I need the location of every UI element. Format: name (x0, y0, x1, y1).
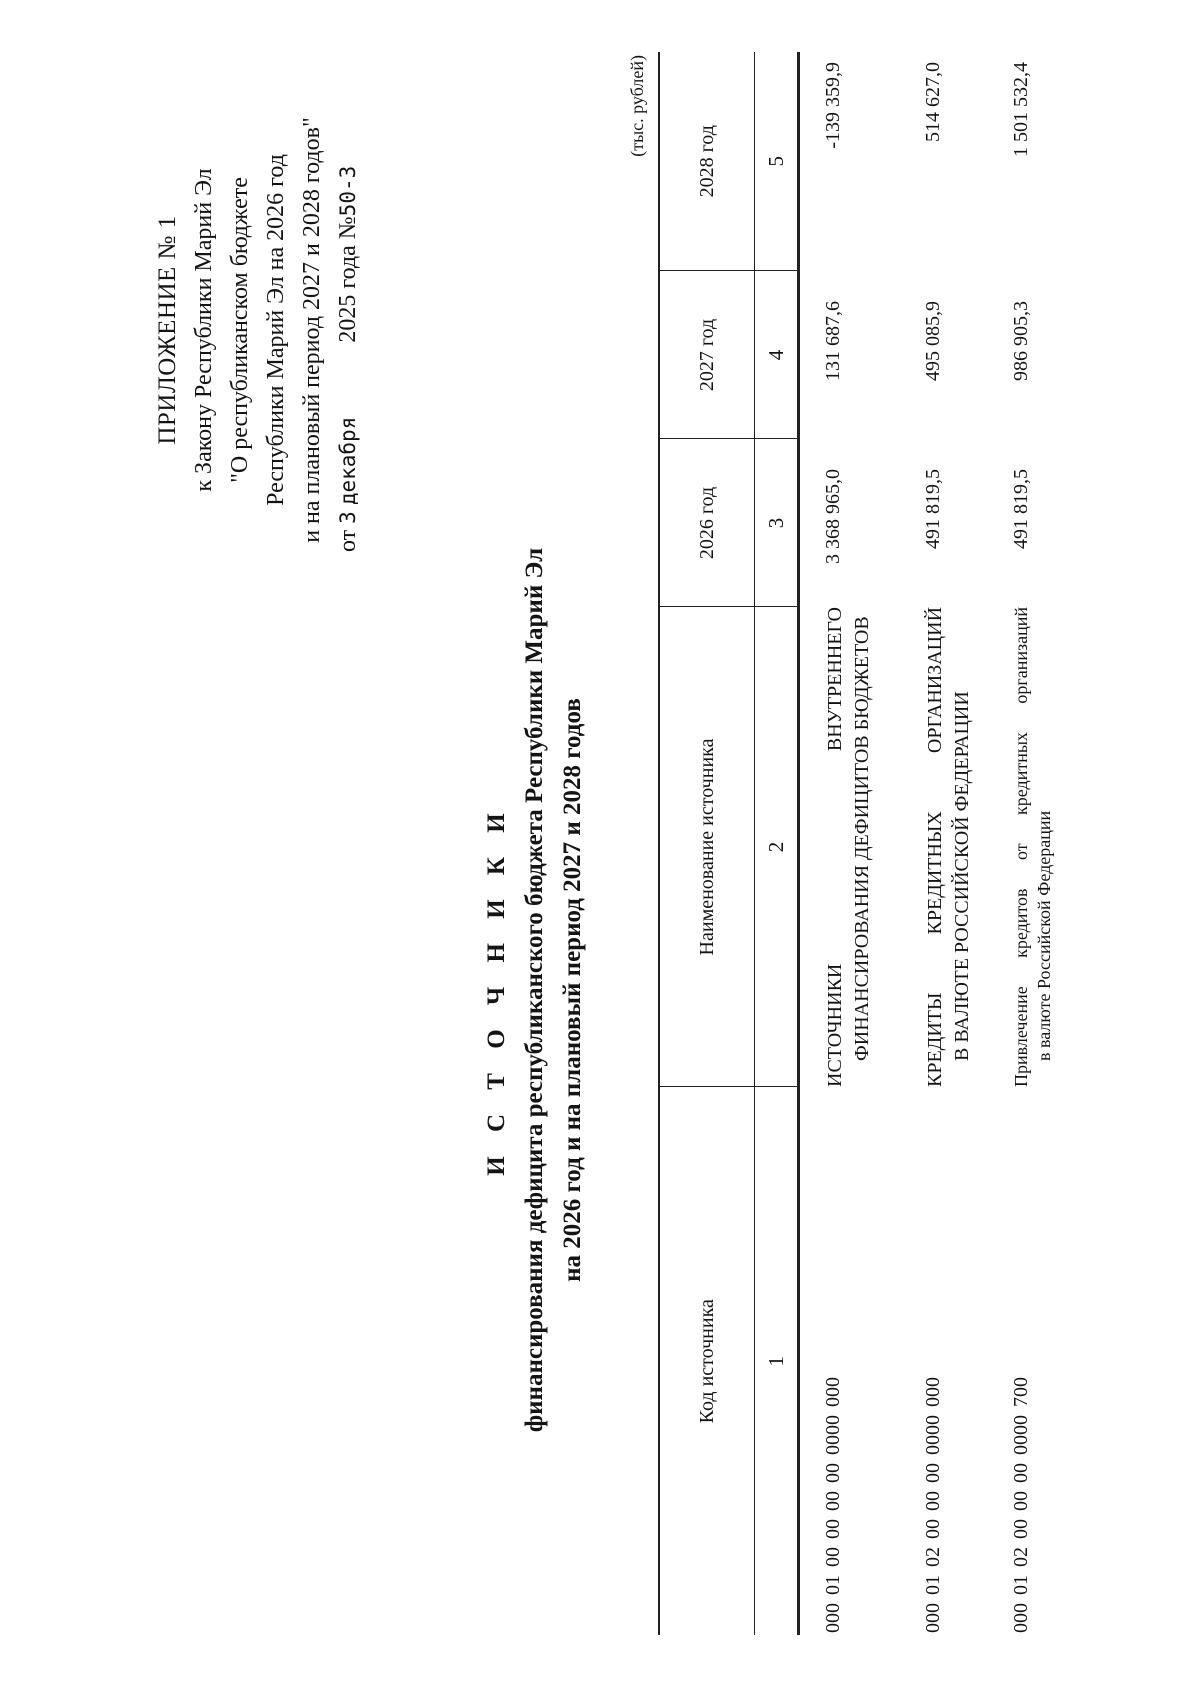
value-2028: 1 501 532,4 (1010, 62, 1032, 157)
document-title (478, 540, 592, 1440)
column-number: 1 (755, 1087, 799, 1635)
appendix-number: ПРИЛОЖЕНИЕ № 1 (154, 215, 181, 445)
column-number: 5 (755, 52, 799, 271)
value-2026: 491 819,5 (922, 469, 944, 549)
source-name (799, 607, 883, 1087)
rotated-page (150, 0, 1054, 1660)
appendix-date-line (330, 30, 366, 630)
source-name-line-2: В ВАЛЮТЕ РОССИЙСКОЙ ФЕДЕРАЦИИ (951, 691, 973, 1061)
source-name-line-1: КРЕДИТЫ КРЕДИТНЫХ ОРГАНИЗАЦИЙ (924, 606, 946, 1087)
source-code: 000 01 00 00 00 00 0000 000 (822, 1377, 844, 1633)
number-prefix: № (335, 216, 361, 240)
source-name-line-1: ИСТОЧНИКИ ВНУТРЕННЕГО (824, 607, 846, 1087)
date-day: 3 (336, 511, 360, 524)
source-name-line-1: Привлечение кредитов от кредитных организаций (1011, 607, 1031, 1087)
value-2026: 3 368 965,0 (822, 469, 844, 564)
column-number: 2 (755, 607, 799, 1087)
value-2026: 491 819,5 (1010, 469, 1032, 549)
units-label: (тыс. рублей) (627, 55, 647, 157)
value-2027: 495 085,9 (922, 301, 944, 381)
value-2028: -139 359,9 (822, 62, 844, 149)
source-name (978, 607, 1070, 1087)
table-row (799, 52, 883, 1635)
header-name: Наименование источника (659, 607, 755, 1087)
appendix-law-title-1: "О республиканском бюджете (227, 177, 253, 483)
header-code: Код источника (659, 1087, 755, 1635)
appendix-stamp (150, 30, 366, 630)
value-2028: 514 627,0 (922, 62, 944, 142)
source-code: 000 01 02 00 00 00 0000 000 (922, 1377, 944, 1633)
column-number-row (755, 52, 799, 1635)
header-2028: 2028 год (659, 52, 755, 271)
appendix-law-title-3: и на плановый период 2027 и 2028 годов" (299, 117, 325, 543)
column-number: 4 (755, 271, 799, 439)
date-year: 2025 года (335, 245, 361, 343)
title-line-2: на 2026 год и на плановый период 2027 и 2028 годов (559, 698, 586, 1282)
law-number: 50-3 (336, 165, 360, 217)
table-row (978, 52, 1070, 1635)
header-2027: 2027 год (659, 271, 755, 439)
header-2026: 2026 год (659, 439, 755, 607)
source-code: 000 01 02 00 00 00 0000 700 (1010, 1377, 1032, 1633)
date-prefix: от (335, 529, 361, 552)
appendix-law-title-2: Республики Марий Эл на 2026 год (263, 154, 289, 506)
column-number: 3 (755, 439, 799, 607)
appendix-law-line: к Закону Республики Марий Эл (191, 168, 217, 492)
source-name (882, 607, 978, 1087)
table-header-row (659, 52, 755, 1635)
title-line-1: финансирования дефицита республиканского бюджета Республики Марий Эл (521, 547, 548, 1433)
date-month: декабря (336, 416, 360, 506)
sources-table (658, 52, 1070, 1635)
title-heading: И С Т О Ч Н И К И (483, 804, 510, 1176)
value-2027: 131 687,6 (822, 301, 844, 381)
source-name-line-2: ФИНАНСИРОВАНИЯ ДЕФИЦИТОВ БЮДЖЕТОВ (851, 616, 873, 1061)
table-row (882, 52, 978, 1635)
source-name-line-2: в валюте Российской Федерации (1034, 810, 1054, 1061)
value-2027: 986 905,3 (1010, 301, 1032, 381)
